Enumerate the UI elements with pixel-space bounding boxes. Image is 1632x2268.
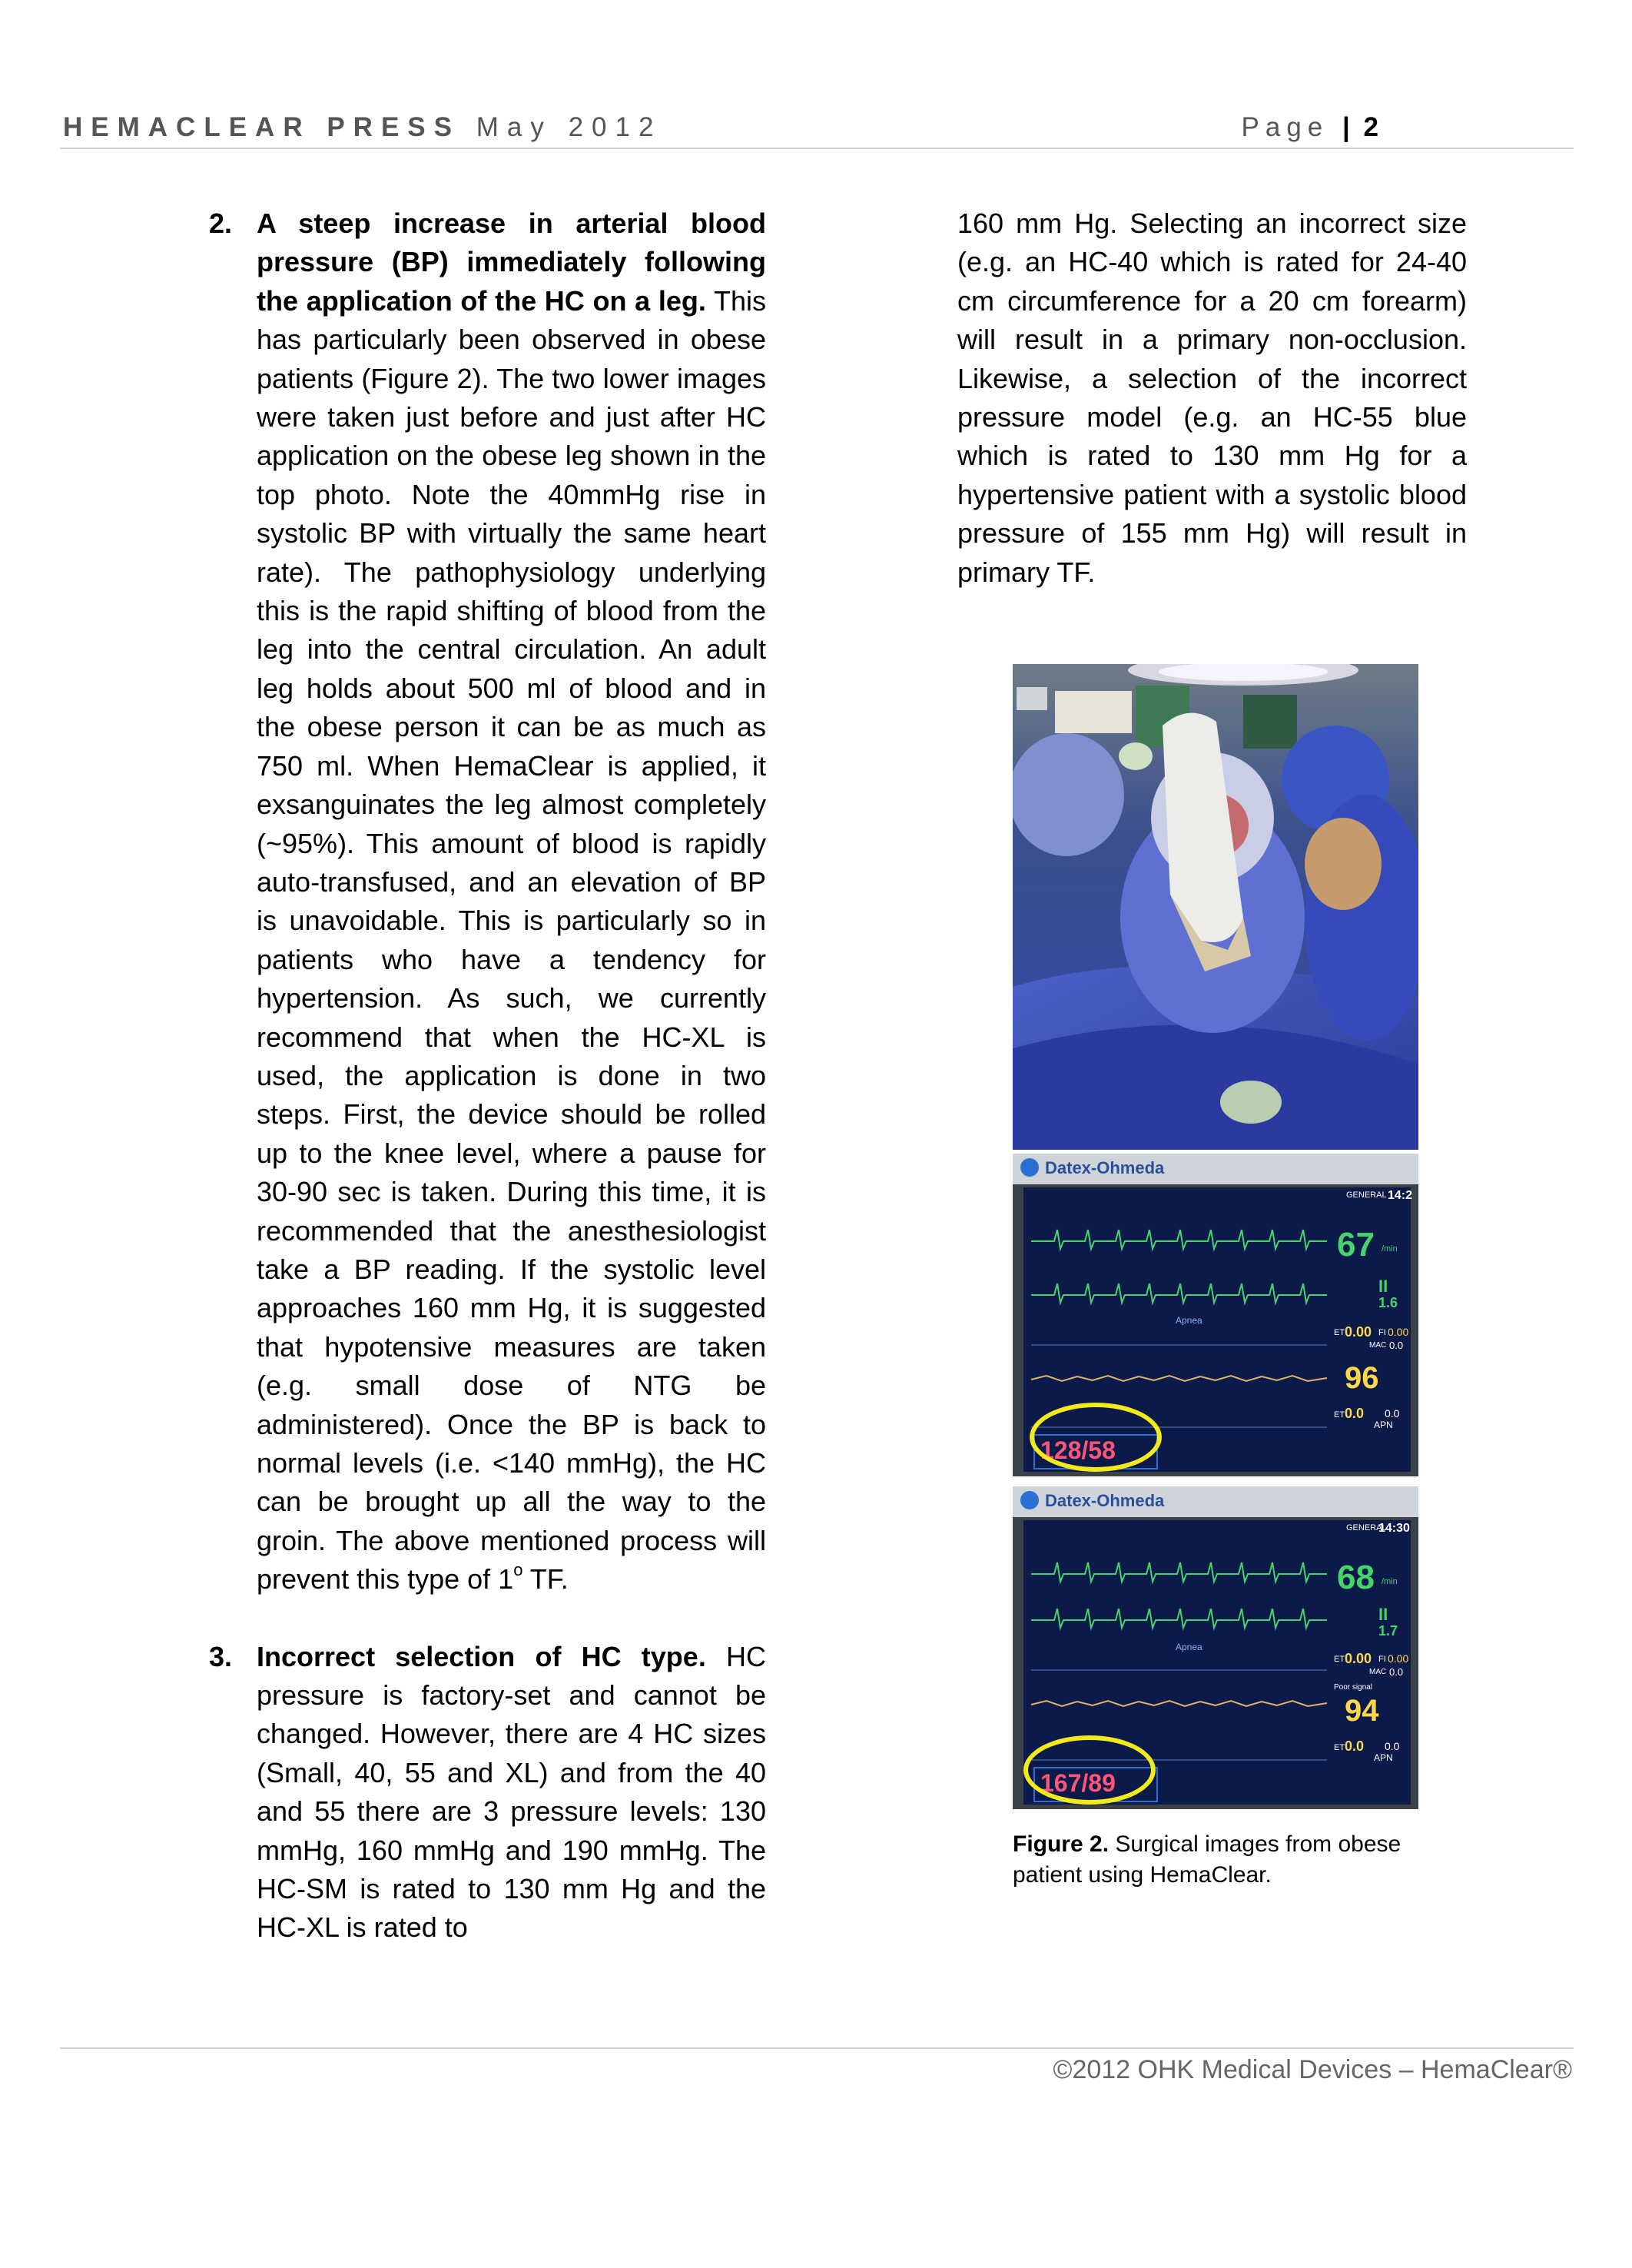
nibp-reading: 167/89 xyxy=(1040,1769,1116,1797)
caption-text: Surgical images from obese patient using HemaClear. xyxy=(1013,1831,1401,1888)
item2-body-end: TF. xyxy=(522,1563,569,1596)
co2-label: ET xyxy=(1334,1743,1345,1752)
footer-rule xyxy=(60,2047,1574,2049)
co2-label: ET xyxy=(1334,1410,1345,1420)
monitor-brand: Datex-Ohmeda xyxy=(1045,1491,1165,1510)
ecg-lead: II xyxy=(1378,1277,1388,1296)
agent-et-label: ET xyxy=(1334,1328,1345,1337)
header-rule xyxy=(60,148,1574,149)
surgical-photo-illustration xyxy=(1013,664,1418,1150)
co2-fi-value: 0.0 xyxy=(1385,1740,1400,1752)
list-number-3: 3. xyxy=(209,1640,233,1672)
page-indicator xyxy=(1242,112,1378,143)
hr-unit: /min xyxy=(1382,1577,1398,1586)
ecg-lead-value: 1.6 xyxy=(1378,1295,1398,1310)
apnea-label: Apnea xyxy=(1176,1642,1202,1652)
page-label: Page xyxy=(1241,112,1329,142)
co2-et-value: 0.0 xyxy=(1345,1738,1365,1754)
header-title xyxy=(63,112,662,143)
left-column xyxy=(209,204,767,1948)
brand-logo-icon xyxy=(1020,1491,1039,1509)
ecg-lead: II xyxy=(1378,1605,1388,1624)
ecg-lead-value: 1.7 xyxy=(1378,1623,1398,1639)
publication-name: HEMACLEAR PRESS xyxy=(63,112,460,142)
apn-label: APN xyxy=(1374,1752,1393,1763)
monitor-brand: Datex-Ohmeda xyxy=(1045,1158,1165,1177)
monitor-mode: GENERAL xyxy=(1346,1523,1387,1532)
co2-et-value: 0.0 xyxy=(1345,1406,1365,1421)
heart-rate: 68 xyxy=(1337,1559,1375,1596)
monitor-time: 14:30 xyxy=(1378,1522,1410,1535)
apnea-label: Apnea xyxy=(1176,1315,1202,1326)
highlight-ring xyxy=(1030,1403,1162,1472)
agent-fi-value: 0.00 xyxy=(1388,1326,1409,1338)
hr-unit: /min xyxy=(1382,1244,1398,1254)
list-item-3 xyxy=(209,1638,767,1948)
item2-superscript: o xyxy=(513,1560,523,1580)
agent-et-value: 0.00 xyxy=(1345,1651,1372,1666)
agent-et-value: 0.00 xyxy=(1345,1324,1372,1340)
highlight-ring xyxy=(1023,1735,1156,1805)
right-column xyxy=(957,204,1467,592)
caption-label: Figure 2. xyxy=(1013,1831,1110,1857)
co2-fi-value: 0.0 xyxy=(1385,1407,1400,1420)
list-item-2 xyxy=(209,204,766,1599)
monitor-mode: GENERAL xyxy=(1346,1190,1387,1200)
heart-rate: 67 xyxy=(1337,1226,1375,1264)
right-column-paragraph: 160 mm Hg. Selecting an incorrect size (e.g. an HC-40 which is rated for 24-40 cm circumference for a 20 cm forearm) will result in a primary non-occlusion. Likewise, a selection of the incorrect pressure model (e.g. an HC-55 blue which is rated to 130 mm Hg for a hypertensive patient with a systolic blood pressure of 155 mm Hg) will result in primary TF. xyxy=(957,208,1467,588)
nibp-reading: 128/58 xyxy=(1040,1436,1116,1464)
item3-lead: Incorrect selection of HC type. xyxy=(257,1640,706,1672)
list-number-2: 2. xyxy=(209,208,233,239)
monitor-before xyxy=(1013,1154,1418,1476)
agent-fi-label: FI xyxy=(1378,1328,1386,1337)
figure-caption xyxy=(1013,1829,1443,1891)
item2-lead: A steep increase in arterial blood pressure (BP) immediately following the application of the HC on a leg. xyxy=(257,208,766,317)
monitor-time: 14:2 xyxy=(1388,1189,1413,1202)
spo2-value: 94 xyxy=(1345,1694,1379,1728)
mac-value: 0.0 xyxy=(1389,1666,1404,1678)
apn-label: APN xyxy=(1374,1420,1393,1430)
mac-label: MAC xyxy=(1369,1668,1387,1676)
surgical-photo xyxy=(1013,664,1418,1150)
agent-fi-value: 0.00 xyxy=(1388,1652,1409,1665)
footer-copyright: ©2012 OHK Medical Devices – HemaClear® xyxy=(1053,2055,1572,2084)
poor-signal-label: Poor signal xyxy=(1334,1683,1373,1692)
brand-logo-icon xyxy=(1020,1158,1039,1177)
page-separator: | xyxy=(1342,112,1350,142)
mac-label: MAC xyxy=(1369,1341,1387,1350)
item3-body: HC pressure is factory-set and cannot be changed. However, there are 4 HC sizes (Small, 40, 55 and XL) and from the 40 and 55 there are 3 pressure levels: 130 mmHg, 160 mmHg and 190 mmHg. The HC-SM is rated to 130 mm Hg and the HC-XL is rated to xyxy=(257,1640,767,1944)
agent-fi-label: FI xyxy=(1378,1655,1386,1664)
agent-et-label: ET xyxy=(1334,1655,1345,1664)
mac-value: 0.0 xyxy=(1389,1340,1404,1351)
monitor-after xyxy=(1013,1486,1418,1809)
item2-body: This has particularly been observed in obese patients (Figure 2). The two lower images were taken just before and just after HC application on the obese leg shown in the top photo. Note the 40mmHg rise in systolic BP with virtually the same heart rate). The pathophysiology underlying this is the rapid shifting of blood from the leg into the central circulation. An adult leg holds about 500 ml of blood and in the obese person it can be as much as 750 ml. When HemaClear is applied, it exsanguinates the leg almost completely (~95%). This amount of blood is rapidly auto-transfused, and an elevation of BP is unavoidable. This is particularly so in patients who have a tendency for hypertension. As such, we currently recommend that when the HC-XL is used, the application is done in two steps. First, the device should be rolled up to the knee level, where a pause for 30-90 sec is taken. During this time, it is recommended that the anesthesiologist take a BP reading. If the systolic level approaches 160 mm Hg, it is suggested that hypotensive measures are taken (e.g. small dose of NTG be administered). Once the BP is back to normal levels (i.e. <140 mmHg), the HC can be brought up all the way to the groin. The above mentioned process will prevent this type of 1 xyxy=(257,284,766,1596)
spo2-value: 96 xyxy=(1345,1361,1379,1395)
issue-date: May 2012 xyxy=(476,112,662,142)
page-number: 2 xyxy=(1363,112,1378,142)
